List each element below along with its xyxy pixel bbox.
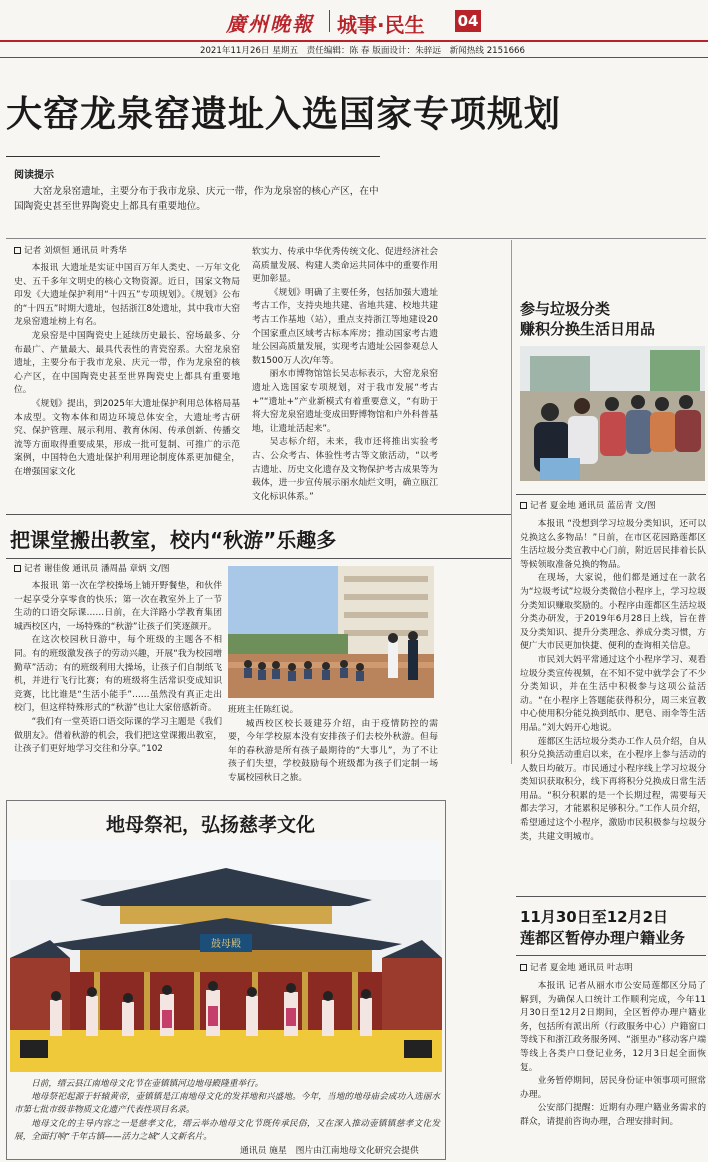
garbage-headline-2: 赚积分换生活日用品 — [520, 320, 656, 338]
lead-column-1: 本报讯 大遗址是实证中国百万年人类史、一万年文化史、五千多年文明史的核心文物资源。近日，国家文物局印发《大遗址保护利用“十四五”专项规划》。《规划》公布的“十四五”时期大遗址，包括浙江8处遗址，其中我市大窑龙泉窑遗址榜上有名。 龙泉窑是中国陶瓷史上延续历史最长、窑场最多、分布最广、产量最大、最具代表性的青瓷窑系。大窑龙泉窑遗址，主要分布于我市龙泉、庆元一带，作为龙泉窑的核心产区，在中国陶瓷史甚至世界陶瓷史上都具有重要地位。 《规划》提出，到2025年大遗址保护利用总体格局基本成型。文物本体和周边环境总体安全，大遗址考古研究、保护管理、展示利用、教育休闲、传承创新、传播交流等方面取得重要成果，形成一批可复制、可推广的示范案例，中国特色大遗址保护利用理论制度体系更加健全，在增强国家文化 — [14, 263, 240, 477]
hukou-rule — [516, 955, 706, 956]
section-name: 城事·民生 — [337, 13, 425, 37]
autumn-headline: 把课堂搬出教室，校内“秋游”乐趣多 — [10, 528, 337, 552]
byline-box-icon — [520, 502, 527, 509]
autumn-column-1: 本报讯 第一次在学校操场上铺开野餐垫，和伙伴一起享受分享零食的快乐；第一次在教室外上了一节生动的口语交际课……日前，在大洋路小学教育集团城西校区内，一场特殊的“秋游”让孩子们笑逐颜开。 在这次校园秋日游中，每个班级的主题各不相同。有的班级激发孩子的劳动兴趣，开展“我为校园增勤草”活动；有的班级利用大操场，让孩子们自制纸飞机，并进行飞行比赛；有的班级将生活常识变成知识竞赛，比比谁是“生活小能手”……虽然没有真正走出校门，但这样特殊形式的“秋游”也让大家倍感新奇。 “我们有一堂英语口语交际课的学习主题是《我们做朋友》。借着秋游的机会，我们把这堂课搬出教室，让孩子们更好地学习交往和分享。”102 — [14, 581, 222, 755]
dateline: 2021年11月26日 星期五 责任编辑：陈 春 版面设计：朱骍远 新闻热线 2151666 — [200, 46, 525, 56]
festival-photo — [10, 840, 442, 1072]
lead-rule — [6, 156, 380, 157]
festival-photo-image — [10, 840, 442, 1072]
lead-summary: 大窑龙泉窑遗址，主要分布于我市龙泉、庆元一带，作为龙泉窑的核心产区，在中国陶瓷史甚至世界陶瓷史上都具有重要地位。 — [14, 186, 379, 212]
byline-box-icon — [14, 247, 21, 254]
garbage-headline-1: 参与垃圾分类 — [520, 300, 611, 318]
garbage-photo-image — [520, 346, 705, 481]
dateline-rule — [0, 57, 708, 58]
garbage-byline: 记者 夏金地 通讯员 蓝岳青 文/图 — [520, 500, 656, 512]
masthead-rule — [0, 40, 708, 42]
hukou-rule-top — [516, 896, 706, 897]
hukou-byline: 记者 夏金地 通讯员 叶志明 — [520, 962, 633, 974]
hukou-headline-1: 11月30日至12月2日 — [520, 908, 669, 926]
garbage-body: 本报讯 “没想到学习垃圾分类知识，还可以兑换这么多物品！”日前，在市区花园路莲都区生活垃圾分类宣教中心门前，附近居民排着长队等候领取准备兑换的物品。 在现场，大家说，他们都是通过在一款名为“垃圾考试”垃圾分类微信小程序上，学习垃圾分类知识赚取奖励的。小程序由莲都区生活垃圾分类办研发，于2019年6月28日上线，旨在普及分类知识、提升分类理念、养成分类习惯，方便广大市民更加快捷、便利的查询相关信息。 市民刘大妈平常通过这个小程序学习、观看垃圾分类宣传视频，在不知不觉中就学会了不少分类知识，并在生活中积极参与这项公益活动。“在小程序上答题能获得积分，周三来宣教中心使用积分能兑换到纸巾、肥皂、雨伞等生活用品。”刘大妈开心地说。 莲都区生活垃圾分类办工作人员介绍，自从积分兑换活动重启以来，在小程序上参与活动的人数日均破万。市民通过小程序线上学习垃圾分类知识获取积分，线下再将积分兑换成日常生活用品。“积分积累的是一个长期过程，需要每天都去学习，才能累积足够积分。”工作人员介绍，希望通过这个小程序，激励市民积极参与垃圾分类，共建文明城市。 — [520, 519, 706, 842]
autumn-photo — [228, 566, 434, 698]
right-column-rule — [511, 240, 512, 764]
lead-headline: 大窑龙泉窑遗址入选国家专项规划 — [6, 94, 562, 135]
autumn-rule — [6, 558, 511, 559]
festival-headline: 地母祭祀，弘扬慈孝文化 — [106, 814, 316, 836]
lead-column-2: 软实力、传承中华优秀传统文化、促进经济社会高质量发展、构建人类命运共同体中的重要作用更加彰显。 《规划》明确了主要任务，包括加强大遗址考古工作，支持央地共建、省地共建、校地共建考古工作基地（站），重点支持浙江等地建设20个国家重点区域考古标本库房；推动国家考古遗址公园高质量发展，实现考古遗址公园参观总人数1500万人次/年等。 丽水市博物馆馆长吴志标表示，大窑龙泉窑遗址入选国家专项规划，对于我市发展“考古+”“遗址+”产业新模式有着重要意义，“有助于将大窑龙泉窑遗址变成田野博物馆和户外科普基地，让遗址活起来”。 吴志标介绍，未来，我市还将推出实验考古、公众考古、体验性考古等文旅活动，“以考古遗址、历史文化遗存及文物保护考古成果等为载体，进一步宣传展示丽水灿烂文明，确立瓯江文化标识体系。” — [252, 247, 438, 502]
autumn-column-2: 班班主任陈红说。 城西校区校长聂建芬介绍，由于疫情防控的需要，今年学校原本没有安排孩子们去校外秋游。但每年的春秋游是所有孩子最期待的“大事儿”，为了不让孩子们失望，学校鼓励每个班级都为孩子们定制一场专属校园秋日之旅。 — [228, 705, 438, 783]
summary-rule — [6, 238, 706, 239]
byline-box-icon — [520, 964, 527, 971]
festival-plaque-text: 鼓母殿 — [211, 939, 241, 950]
festival-caption: 日前，缙云县江南地母文化节在壶镇镇河边地母殿隆重举行。 地母祭祀起源于轩辕黄帝，壶镇镇是江南地母文化的发祥地和兴盛地。今年，当地的地母庙会成功入选丽水市第七批市级非物质文化遗产代表性项目名录。 地母文化的主导内容之一是慈孝文化，缙云举办地母文化节既传承民俗，又在深入推动壶镇镇慈孝文化发展，全面打响“千年古镇——活力之城”人文新名片。 — [14, 1079, 440, 1142]
garbage-photo — [520, 346, 705, 481]
paper-name: 廣州晚報 — [226, 12, 314, 36]
page-number: 04 — [455, 10, 481, 32]
festival-credit: 通讯员 施星 图片由江南地母文化研究会提供 — [240, 1146, 419, 1156]
section-divider — [329, 10, 330, 32]
hukou-body: 本报讯 记者从丽水市公安局莲都区分局了解到，为确保人口统计工作顺利完成，今年11月30日至12月2日期间，全区暂停办理户籍业务，包括所有派出所（行政服务中心）户籍窗口等线下和浙江政务服务网、“浙里办”移动客户端等线上各类户口登记业务，12月3日起全面恢复。 业务暂停期间，居民身份证申领事项可照常办理。 公安部门提醒：近期有办理户籍业务需求的群众，请提前咨询办理，合理安排时间。 — [520, 981, 706, 1127]
masthead — [0, 0, 708, 40]
byline-box-icon — [14, 565, 21, 572]
garbage-rule — [516, 494, 706, 495]
autumn-rule-top — [6, 514, 511, 515]
hukou-headline-2: 莲都区暂停办理户籍业务 — [520, 929, 686, 947]
autumn-byline: 记者 谢佳俊 通讯员 潘周晶 章炳 文/图 — [14, 563, 169, 575]
reading-tip-label: 阅读提示 — [14, 170, 54, 181]
lead-byline: 记者 刘烦恒 通讯员 叶秀华 — [14, 245, 127, 257]
autumn-photo-image — [228, 566, 434, 698]
